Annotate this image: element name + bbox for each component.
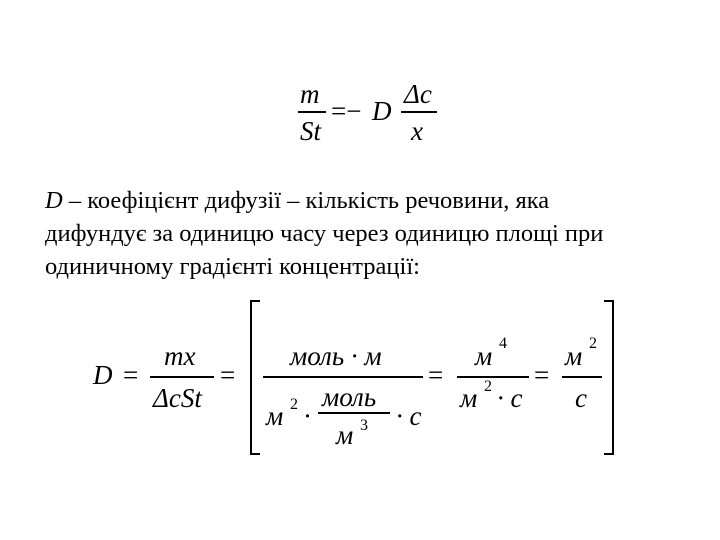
f1-fraction-bar-right <box>401 111 437 113</box>
f2-units-inner-bar <box>318 412 390 414</box>
f2-frac1-denominator: ΔcSt <box>153 383 202 413</box>
f2-frac4-num-exp: 2 <box>589 335 597 352</box>
definition-line-3: одиничному градієнті концентрації: <box>45 253 420 280</box>
f2-frac3-den-m: м <box>460 383 478 413</box>
right-bracket-bottom <box>604 453 614 455</box>
definition-line-1 <box>45 184 695 217</box>
f2-equals-4: = <box>534 360 550 390</box>
f2-units-bar <box>263 376 423 378</box>
f2-frac3-den-rest: · c <box>497 383 523 413</box>
definition-paragraph <box>45 184 695 283</box>
right-bracket-top <box>604 300 614 302</box>
f2-equals-3: = <box>428 360 444 390</box>
f1-delta-c: Δc <box>404 79 432 109</box>
f2-units-inner-exp: 3 <box>360 417 368 434</box>
f2-lhs-d: D <box>93 360 113 390</box>
f2-frac1-numerator: mx <box>164 341 196 371</box>
right-bracket-vertical <box>612 300 614 455</box>
f2-frac3-num: м <box>475 341 493 371</box>
definition-line-2: дифундує за одиницю часу через одиницю площі при <box>45 220 604 247</box>
f2-frac4-num: м <box>565 341 583 371</box>
f2-equals-1: = <box>123 360 139 390</box>
f2-units-den-m: м <box>266 401 284 431</box>
f1-denominator-x: x <box>411 116 423 146</box>
f2-frac1-bar <box>150 376 214 378</box>
definition-line-1-text: – коефіцієнт дифузії – кількість речовини, яка <box>62 187 550 214</box>
left-bracket-top <box>250 300 260 302</box>
left-bracket-vertical <box>250 300 252 455</box>
f2-frac3-bar <box>457 376 529 378</box>
f2-units-den-dot: · <box>303 401 312 431</box>
f2-frac3-num-exp: 4 <box>499 335 507 352</box>
f2-units-numerator: моль · м <box>290 341 382 371</box>
f2-units-den-tail: · c <box>396 401 422 431</box>
f2-units-inner-den: м <box>336 420 354 450</box>
f1-equals-minus: =− <box>331 96 362 126</box>
f1-coefficient-d: D <box>372 96 392 126</box>
f1-denominator-st: St <box>300 116 322 146</box>
f1-numerator-m: m <box>300 79 320 109</box>
f2-frac4-den: c <box>575 383 587 413</box>
f2-units-den-exp: 2 <box>290 396 298 413</box>
f2-units-inner-numerator: моль <box>322 382 377 412</box>
f1-fraction-bar-left <box>298 111 326 113</box>
left-bracket-bottom <box>250 453 260 455</box>
f2-frac3-den-exp: 2 <box>484 378 492 395</box>
f2-equals-2: = <box>220 360 236 390</box>
definition-symbol-d: D <box>45 187 63 214</box>
f2-frac4-bar <box>562 376 602 378</box>
